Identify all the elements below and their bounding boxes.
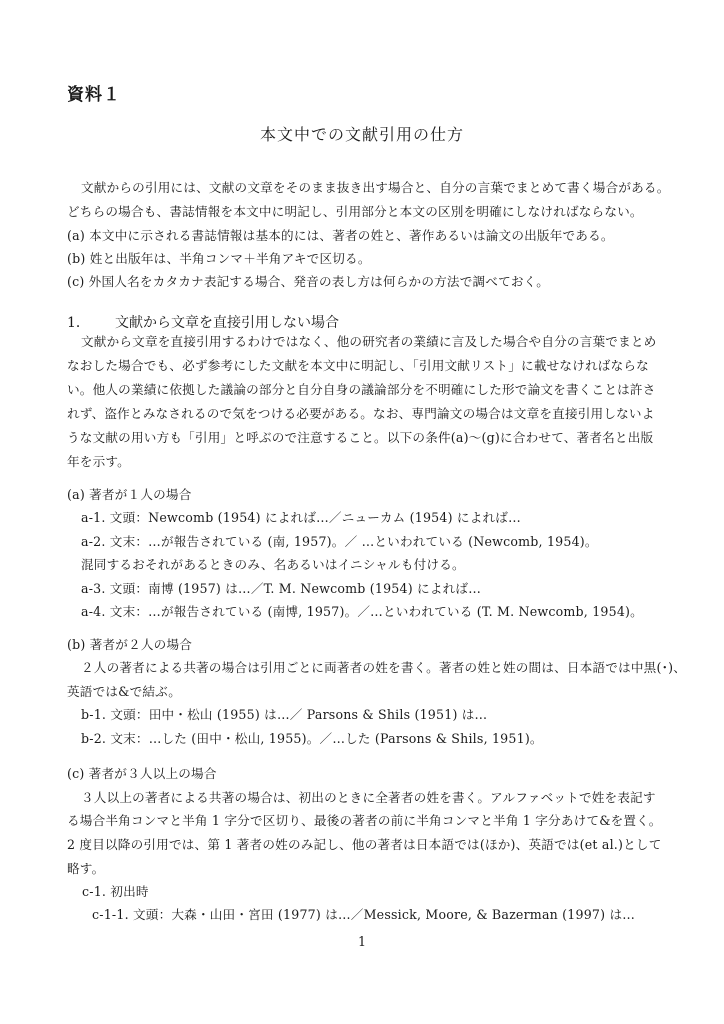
document-title: 本文中での文献引用の仕方 xyxy=(259,125,464,144)
section-paragraph-line: 文献から文章を直接引用するわけではなく、他の研究者の業績に言及した場合や自分の言葉でまとめ xyxy=(81,334,657,349)
case-c-paragraph-line: 2 度目以降の引用では、第 1 著者の姓のみ記し、他の著者は日本語では(ほか)、英語では(et al.)として xyxy=(67,837,662,852)
case-b-item: b‐2. 文末：…した (田中・松山, 1955)。／…した (Parsons & Shils, 1951)。 xyxy=(81,731,543,746)
case-b-heading: (b) 著者が２人の場合 xyxy=(67,637,193,652)
case-c-subheading: c‐1. 初出時 xyxy=(82,884,149,899)
intro-line: どちらの場合も、書誌情報を本文中に明記し、引用部分と本文の区別を明確にしなければならない。 xyxy=(67,204,643,219)
document-label: 資料１ xyxy=(67,85,121,105)
case-a-item: a‐1. 文頭：Newcomb (1954) によれば…／ニューカム (1954) によれば… xyxy=(81,510,521,525)
case-c-heading: (c) 著者が３人以上の場合 xyxy=(67,766,217,781)
section-paragraph-line: うな文献の用い方も「引用」と呼ぶので注意すること。以下の条件(a)～(g)に合わせて、著者名と出版 xyxy=(67,430,654,445)
section-paragraph-line: 年を示す。 xyxy=(67,454,130,469)
section-paragraph-line: い。他人の業績に依拠した議論の部分と自分自身の議論部分を不明確にした形で論文を書くことは許さ xyxy=(67,382,656,397)
page-number: 1 xyxy=(357,934,366,949)
section-paragraph-line: れず、盗作とみなされるので気をつける必要がある。なお、専門論文の場合は文章を直接引用しないよ xyxy=(67,406,655,421)
section-paragraph-line: なおした場合でも、必ず参考にした文献を本文中に明記し、「引用文献リスト」に載せなければならな xyxy=(67,358,649,373)
case-b-paragraph-line: 英語では&で結ぶ。 xyxy=(67,684,182,699)
case-c-paragraph-line: る場合半角コンマと半角 1 字分で区切り、最後の著者の前に半角コンマと半角 1 字分あけて&を置く。 xyxy=(67,813,662,828)
intro-condition-a: (a) 本文中に示される書誌情報は基本的には、著者の姓と、著作あるいは論文の出版年である。 xyxy=(67,228,614,243)
case-c-paragraph-line: ３人以上の著者による共著の場合は、初出のときに全著者の姓を書く。アルファベットで姓を表記す xyxy=(81,790,656,805)
case-a-item: a‐4. 文末：…が報告されている (南博, 1957)。／…といわれている (T. M. Newcomb, 1954)。 xyxy=(81,604,643,619)
case-b-paragraph-line: ２人の著者による共著の場合は引用ごとに両著者の姓を書く。著者の姓と姓の間は、日本語では中黒(･)、 xyxy=(81,660,686,675)
intro-line: 文献からの引用には、文献の文章をそのまま抜き出す場合と、自分の言葉でまとめて書く場合がある。 xyxy=(81,180,670,195)
section-number: 1． xyxy=(67,315,90,331)
intro-condition-b: (b) 姓と出版年は、半角コンマ＋半角アキで区切る。 xyxy=(67,251,371,266)
case-a-heading: (a) 著者が１人の場合 xyxy=(67,487,192,502)
case-c-subitem: c‐1‐1. 文頭：大森・山田・宮田 (1977) は…／Messick, Moore, & Bazerman (1997) は… xyxy=(92,907,636,922)
section-title: 文献から文章を直接引用しない場合 xyxy=(115,315,339,331)
case-a-item: a‐2. 文末：…が報告されている (南, 1957)。／ …といわれている (Newcomb, 1954)。 xyxy=(81,534,598,549)
case-b-item: b‐1. 文頭：田中・松山 (1955) は…／ Parsons & Shils (1951) は… xyxy=(81,707,488,722)
case-a-note: 混同するおそれがあるときのみ、名あるいはイニシャルも付ける。 xyxy=(81,557,465,572)
case-c-paragraph-line: 略す。 xyxy=(67,861,105,876)
case-a-item: a‐3. 文頭：南博 (1957) は…／T. M. Newcomb (1954) によれば… xyxy=(81,581,482,596)
intro-condition-c: (c) 外国人名をカタカナ表記する場合、発音の表し方は何らかの方法で調べておく。 xyxy=(67,274,550,289)
